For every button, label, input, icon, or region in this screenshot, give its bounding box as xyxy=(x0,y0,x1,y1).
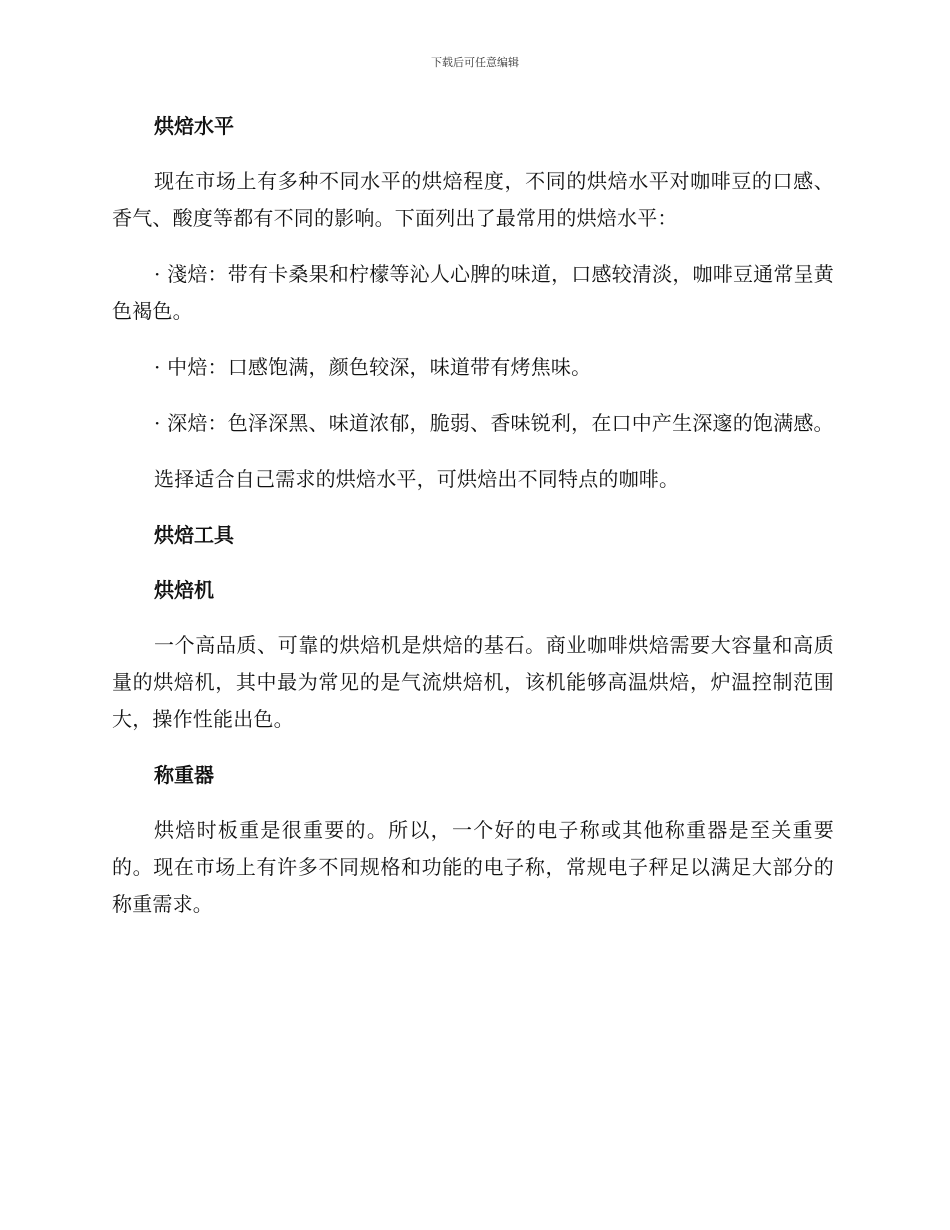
scale-heading: 称重器 xyxy=(154,763,214,787)
header-note: 下载后可任意编辑 xyxy=(431,56,519,69)
dark-roast-item: · 深焙：色泽深黑、味道浓郁，脆弱、香味锐利，在口中产生深邃的饱满感。 xyxy=(154,411,834,435)
document-body xyxy=(112,108,834,942)
roaster-heading: 烘焙机 xyxy=(154,578,214,602)
roast-level-heading: 烘焙水平 xyxy=(154,114,234,138)
roast-level-conclusion: 选择适合自己需求的烘焙水平，可烘焙出不同特点的咖啡。 xyxy=(154,467,680,491)
scale-paragraph: 烘焙时板重是很重要的。所以，一个好的电子称或其他称重器是至关重要的。现在市场上有许多不同规格和功能的电子称，常规电子秤足以满足大部分的称重需求。 xyxy=(112,818,834,916)
roast-level-intro: 现在市场上有多种不同水平的烘焙程度，不同的烘焙水平对咖啡豆的口感、香气、酸度等都有不同的影响。下面列出了最常用的烘焙水平： xyxy=(112,169,834,230)
roaster-paragraph: 一个高品质、可靠的烘焙机是烘焙的基石。商业咖啡烘焙需要大容量和高质量的烘焙机，其中最为常见的是气流烘焙机，该机能够高温烘焙，炉温控制范围大，操作性能出色。 xyxy=(112,633,834,731)
light-roast-item: · 淺焙：带有卡桑果和柠檬等沁人心脾的味道，口感较清淡，咖啡豆通常呈黄色褐色。 xyxy=(112,262,834,323)
medium-roast-item: · 中焙：口感饱满，颜色较深，味道带有烤焦味。 xyxy=(154,355,592,379)
roast-tools-heading: 烘焙工具 xyxy=(154,523,234,547)
